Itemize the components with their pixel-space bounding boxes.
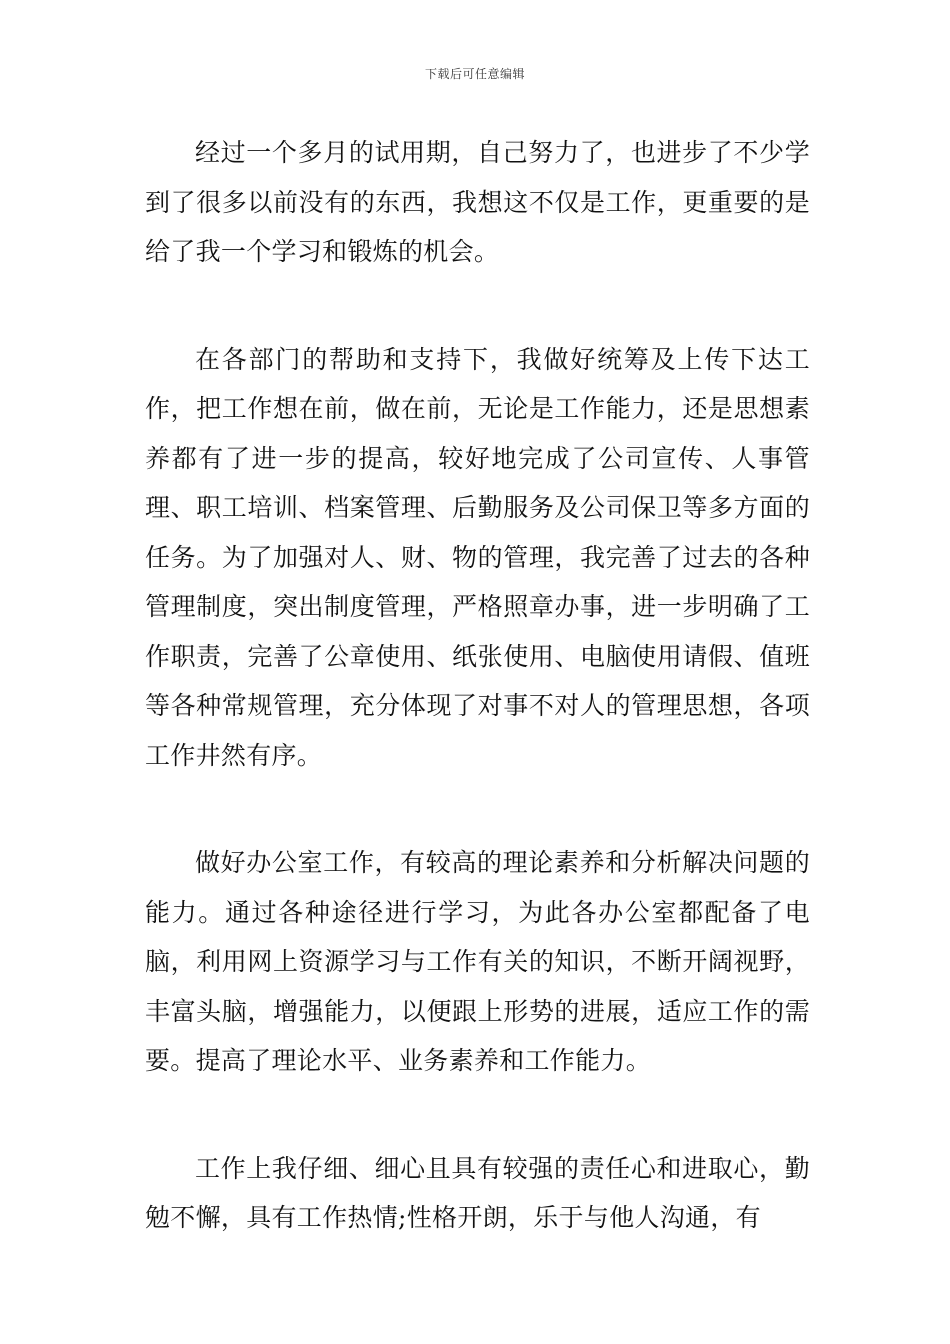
- paragraph-2: 在各部门的帮助和支持下，我做好统筹及上传下达工作，把工作想在前，做在前，无论是工作能力，还是思想素养都有了进一步的提高，较好地完成了公司宣传、人事管理、职工培训、档案管理、后勤服务及公司保卫等多方面的任务。为了加强对人、财、物的管理，我完善了过去的各种管理制度，突出制度管理，严格照章办事，进一步明确了工作职责，完善了公章使用、纸张使用、电脑使用请假、值班等各种常规管理，充分体现了对事不对人的管理思想，各项工作井然有序。: [145, 344, 810, 770]
- paragraph-1: 经过一个多月的试用期，自己努力了，也进步了不少学到了很多以前没有的东西，我想这不仅是工作，更重要的是给了我一个学习和锻炼的机会。: [145, 138, 810, 266]
- paragraph-3: 做好办公室工作，有较高的理论素养和分析解决问题的能力。通过各种途径进行学习，为此各办公室都配备了电脑，利用网上资源学习与工作有关的知识，不断开阔视野，丰富头脑，增强能力，以便跟上形势的进展，适应工作的需要。提高了理论水平、业务素养和工作能力。: [145, 848, 810, 1075]
- document-body: [145, 128, 810, 1243]
- paragraph-4: 工作上我仔细、细心且具有较强的责任心和进取心，勤勉不懈，具有工作热情;性格开朗，乐于与他人沟通，有: [145, 1153, 810, 1232]
- header-note: 下载后可任意编辑: [424, 67, 525, 81]
